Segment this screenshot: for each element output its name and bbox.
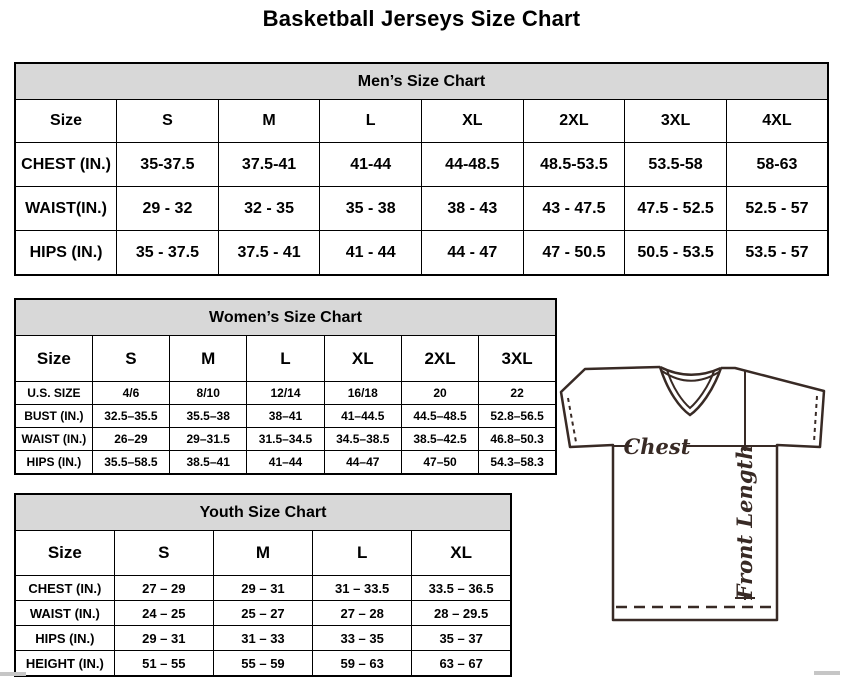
table-row	[15, 382, 556, 405]
column-header: Size	[15, 336, 92, 382]
size-value: 31.5–34.5	[247, 428, 324, 451]
table-row	[15, 451, 556, 475]
size-value: 24 – 25	[114, 601, 213, 626]
size-value: 54.3–58.3	[479, 451, 556, 475]
table-row	[15, 576, 511, 601]
size-value: 32.5–35.5	[92, 405, 169, 428]
size-value: 35.5–38	[170, 405, 247, 428]
size-value: 53.5-58	[625, 143, 727, 187]
table-title: Men’s Size Chart	[15, 63, 828, 100]
page-title: Basketball Jerseys Size Chart	[262, 6, 581, 31]
size-value: 43 - 47.5	[523, 187, 625, 231]
row-label: HIPS (IN.)	[15, 231, 117, 276]
column-header: S	[117, 100, 219, 143]
size-value: 44.5–48.5	[401, 405, 478, 428]
row-label: HIPS (IN.)	[15, 626, 114, 651]
size-value: 37.5 - 41	[218, 231, 320, 276]
column-header: L	[320, 100, 422, 143]
table-title: Youth Size Chart	[15, 494, 511, 531]
column-header: M	[170, 336, 247, 382]
size-value: 35-37.5	[117, 143, 219, 187]
size-value: 28 – 29.5	[412, 601, 511, 626]
table-row	[15, 231, 828, 276]
row-label: CHEST (IN.)	[15, 576, 114, 601]
table-title-row	[15, 63, 828, 100]
column-header: S	[92, 336, 169, 382]
size-value: 48.5-53.5	[523, 143, 625, 187]
size-value: 38–41	[247, 405, 324, 428]
column-header: L	[313, 531, 412, 576]
table-row	[15, 626, 511, 651]
size-value: 35.5–58.5	[92, 451, 169, 475]
table-title-row	[15, 299, 556, 336]
table-title-row	[15, 494, 511, 531]
table-title: Women’s Size Chart	[15, 299, 556, 336]
row-label: BUST (IN.)	[15, 405, 92, 428]
row-label: HIPS (IN.)	[15, 451, 92, 475]
size-value: 22	[479, 382, 556, 405]
size-value: 29 – 31	[114, 626, 213, 651]
size-value: 27 – 29	[114, 576, 213, 601]
size-value: 29 - 32	[117, 187, 219, 231]
row-label: WAIST(IN.)	[15, 187, 117, 231]
size-value: 8/10	[170, 382, 247, 405]
size-value: 31 – 33	[213, 626, 312, 651]
column-header-row	[15, 336, 556, 382]
size-value: 27 – 28	[313, 601, 412, 626]
row-label: WAIST (IN.)	[15, 428, 92, 451]
table-row	[15, 651, 511, 677]
size-value: 52.8–56.5	[479, 405, 556, 428]
row-label: HEIGHT (IN.)	[15, 651, 114, 677]
size-value: 25 – 27	[213, 601, 312, 626]
mens-size-chart-table	[14, 62, 829, 276]
column-header: M	[218, 100, 320, 143]
table-row	[15, 405, 556, 428]
size-value: 51 – 55	[114, 651, 213, 677]
size-value: 47.5 - 52.5	[625, 187, 727, 231]
column-header: XL	[324, 336, 401, 382]
column-header: Size	[15, 100, 117, 143]
size-value: 44–47	[324, 451, 401, 475]
size-value: 4/6	[92, 382, 169, 405]
size-value: 37.5-41	[218, 143, 320, 187]
size-value: 35 - 37.5	[117, 231, 219, 276]
size-value: 44-48.5	[422, 143, 524, 187]
jersey-measurement-diagram	[556, 358, 840, 650]
column-header: Size	[15, 531, 114, 576]
size-value: 33 – 35	[313, 626, 412, 651]
scrollbar-fragment-left	[0, 672, 26, 676]
chest-label: Chest	[623, 434, 691, 459]
column-header: 3XL	[479, 336, 556, 382]
column-header: 4XL	[726, 100, 828, 143]
size-value: 44 - 47	[422, 231, 524, 276]
size-value: 47–50	[401, 451, 478, 475]
column-header: XL	[422, 100, 524, 143]
size-value: 63 – 67	[412, 651, 511, 677]
row-label: WAIST (IN.)	[15, 601, 114, 626]
column-header: 2XL	[523, 100, 625, 143]
size-value: 46.8–50.3	[479, 428, 556, 451]
row-label: CHEST (IN.)	[15, 143, 117, 187]
scrollbar-fragment-right	[814, 671, 840, 675]
size-value: 41–44.5	[324, 405, 401, 428]
column-header: 3XL	[625, 100, 727, 143]
size-value: 20	[401, 382, 478, 405]
size-value: 52.5 - 57	[726, 187, 828, 231]
front-length-label: Front Length	[732, 444, 757, 600]
size-value: 41–44	[247, 451, 324, 475]
size-value: 34.5–38.5	[324, 428, 401, 451]
column-header: M	[213, 531, 312, 576]
column-header: L	[247, 336, 324, 382]
youth-size-chart-table	[14, 493, 512, 677]
size-value: 29 – 31	[213, 576, 312, 601]
size-value: 33.5 – 36.5	[412, 576, 511, 601]
size-value: 35 – 37	[412, 626, 511, 651]
size-value: 55 – 59	[213, 651, 312, 677]
column-header: S	[114, 531, 213, 576]
table-row	[15, 187, 828, 231]
womens-size-chart-table	[14, 298, 557, 475]
size-value: 29–31.5	[170, 428, 247, 451]
size-value: 47 - 50.5	[523, 231, 625, 276]
size-value: 41 - 44	[320, 231, 422, 276]
size-value: 16/18	[324, 382, 401, 405]
size-value: 50.5 - 53.5	[625, 231, 727, 276]
size-value: 35 - 38	[320, 187, 422, 231]
size-value: 38.5–42.5	[401, 428, 478, 451]
column-header: XL	[412, 531, 511, 576]
row-label: U.S. SIZE	[15, 382, 92, 405]
size-value: 53.5 - 57	[726, 231, 828, 276]
size-value: 41-44	[320, 143, 422, 187]
table-row	[15, 601, 511, 626]
column-header: 2XL	[401, 336, 478, 382]
table-row	[15, 428, 556, 451]
size-value: 12/14	[247, 382, 324, 405]
size-value: 31 – 33.5	[313, 576, 412, 601]
size-value: 59 – 63	[313, 651, 412, 677]
size-value: 38.5–41	[170, 451, 247, 475]
size-value: 38 - 43	[422, 187, 524, 231]
size-value: 58-63	[726, 143, 828, 187]
size-value: 32 - 35	[218, 187, 320, 231]
right-cuff-dashed-line	[814, 396, 817, 442]
column-header-row	[15, 531, 511, 576]
table-row	[15, 143, 828, 187]
size-value: 26–29	[92, 428, 169, 451]
column-header-row	[15, 100, 828, 143]
